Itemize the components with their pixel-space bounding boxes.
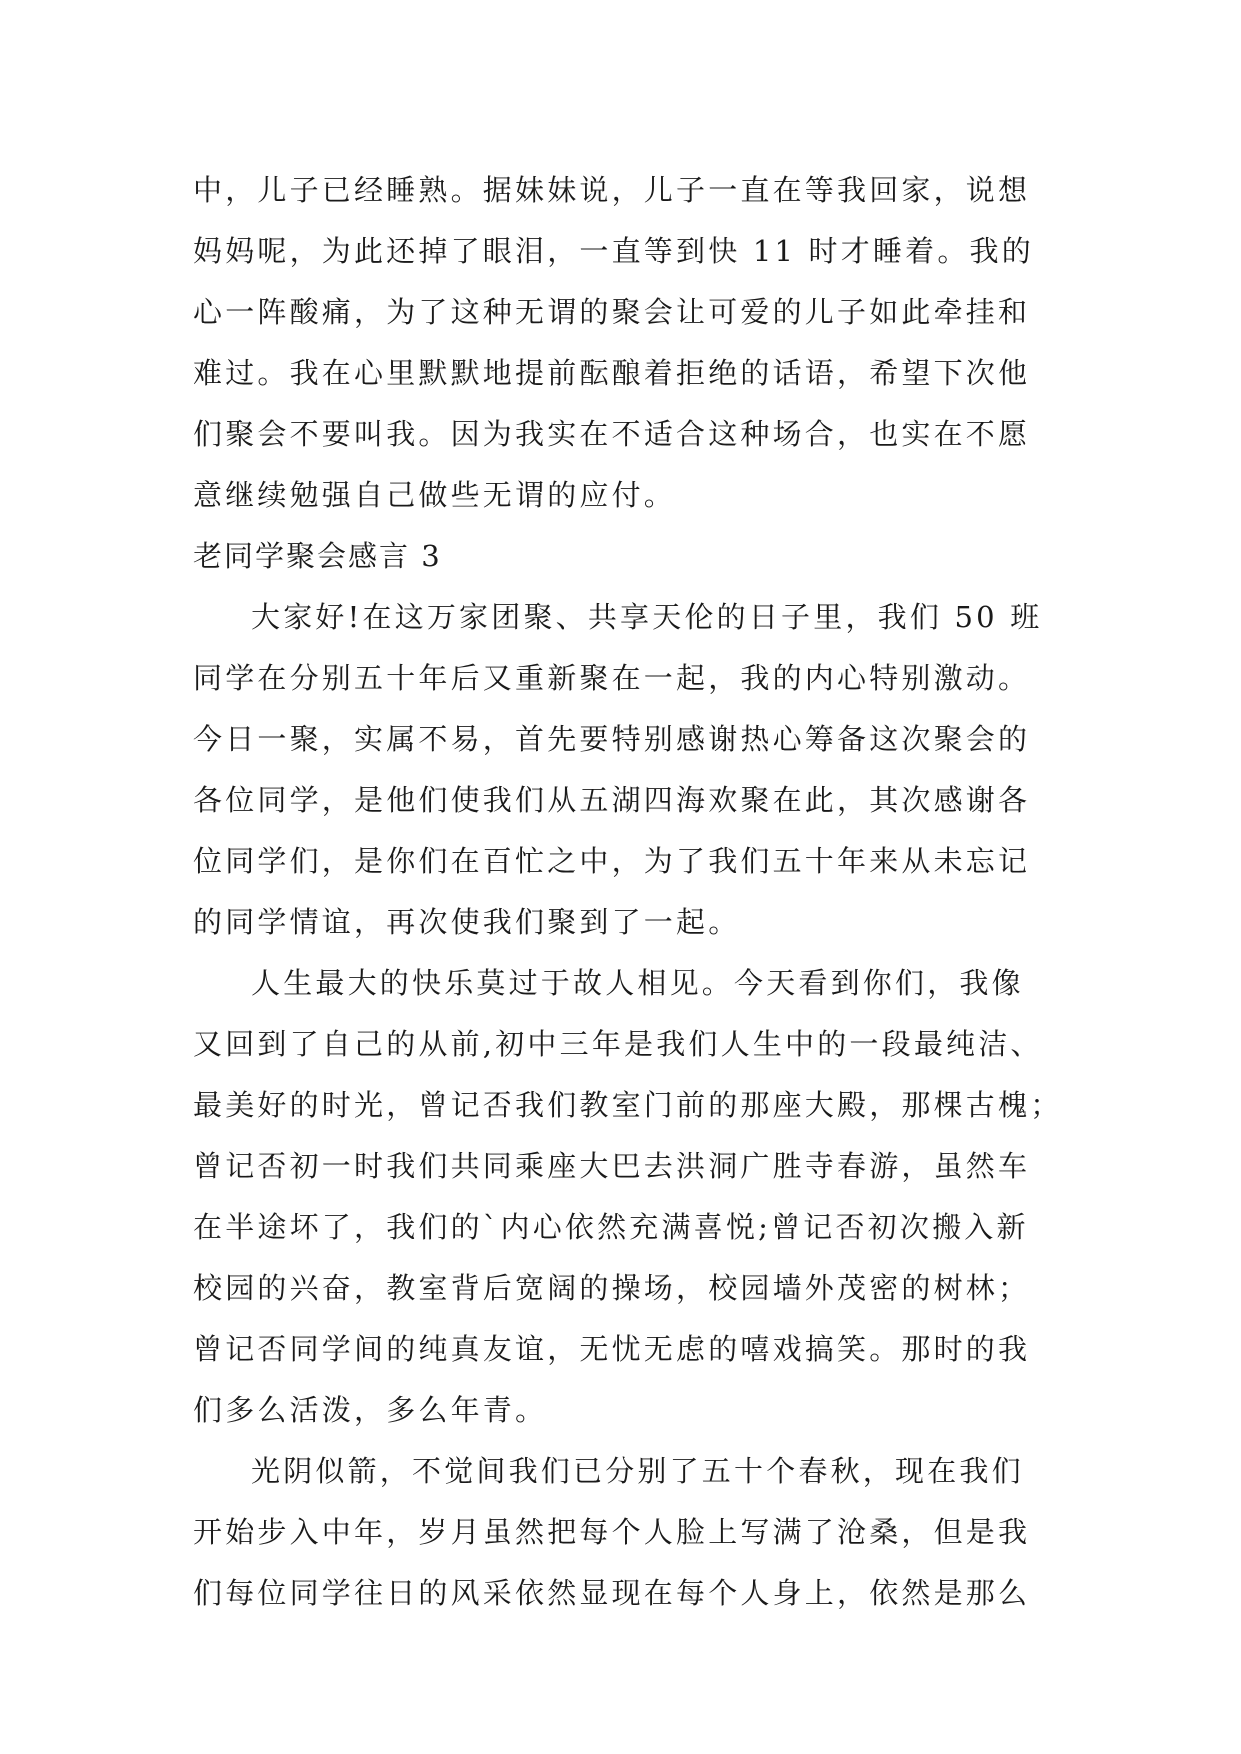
- text-line: 最美好的时光，曾记否我们教室门前的那座大殿，那棵古槐；: [193, 1088, 1063, 1122]
- text-line: 校园的兴奋，教室背后宽阔的操场，校园墙外茂密的树林；: [193, 1271, 1031, 1305]
- text-line: 开始步入中年，岁月虽然把每个人脸上写满了沧桑，但是我: [193, 1515, 1031, 1549]
- text-line: 们多么活泼，多么年青。: [193, 1393, 548, 1427]
- text-line: 光阴似箭，不觉间我们已分别了五十个春秋，现在我们: [251, 1454, 1024, 1488]
- paragraph-2: [193, 953, 1073, 1441]
- paragraph-3: [193, 1441, 1073, 1624]
- continued-paragraph: [193, 160, 1073, 526]
- text-line: 曾记否同学间的纯真友谊，无忧无虑的嘻戏搞笑。那时的我: [193, 1332, 1031, 1366]
- text-line: 大家好!在这万家团聚、共享天伦的日子里，我们 50 班: [251, 600, 1043, 634]
- text-line: 曾记否初一时我们共同乘座大巴去洪洞广胜寺春游，虽然车: [193, 1149, 1031, 1183]
- text-line: 又回到了自己的从前,初中三年是我们人生中的一段最纯洁、: [193, 1027, 1043, 1061]
- text-line: 们聚会不要叫我。因为我实在不适合这种场合，也实在不愿: [193, 417, 1031, 451]
- text-line: 同学在分别五十年后又重新聚在一起，我的内心特别激动。: [193, 661, 1031, 695]
- text-line: 各位同学，是他们使我们从五湖四海欢聚在此，其次感谢各: [193, 783, 1031, 817]
- document-body: [193, 160, 1073, 1624]
- text-line: 心一阵酸痛，为了这种无谓的聚会让可爱的儿子如此牵挂和: [193, 295, 1031, 329]
- paragraph-1: [193, 587, 1073, 953]
- text-line: 在半途坏了，我们的`内心依然充满喜悦;曾记否初次搬入新: [193, 1210, 1029, 1244]
- text-line: 的同学情谊，再次使我们聚到了一起。: [193, 905, 741, 939]
- text-line: 们每位同学往日的风采依然显现在每个人身上，依然是那么: [193, 1576, 1031, 1610]
- text-line: 今日一聚，实属不易，首先要特别感谢热心筹备这次聚会的: [193, 722, 1031, 756]
- text-line: 意继续勉强自己做些无谓的应付。: [193, 478, 677, 512]
- text-line: 位同学们，是你们在百忙之中，为了我们五十年来从未忘记: [193, 844, 1031, 878]
- text-line: 妈妈呢，为此还掉了眼泪，一直等到快 11 时才睡着。我的: [193, 234, 1034, 268]
- text-line: 中，儿子已经睡熟。据妹妹说，儿子一直在等我回家，说想: [193, 173, 1031, 207]
- text-line: 人生最大的快乐莫过于故人相见。今天看到你们，我像: [251, 966, 1024, 1000]
- section-heading: 老同学聚会感言 3: [193, 539, 442, 573]
- text-line: 难过。我在心里默默地提前酝酿着拒绝的话语，希望下次他: [193, 356, 1031, 390]
